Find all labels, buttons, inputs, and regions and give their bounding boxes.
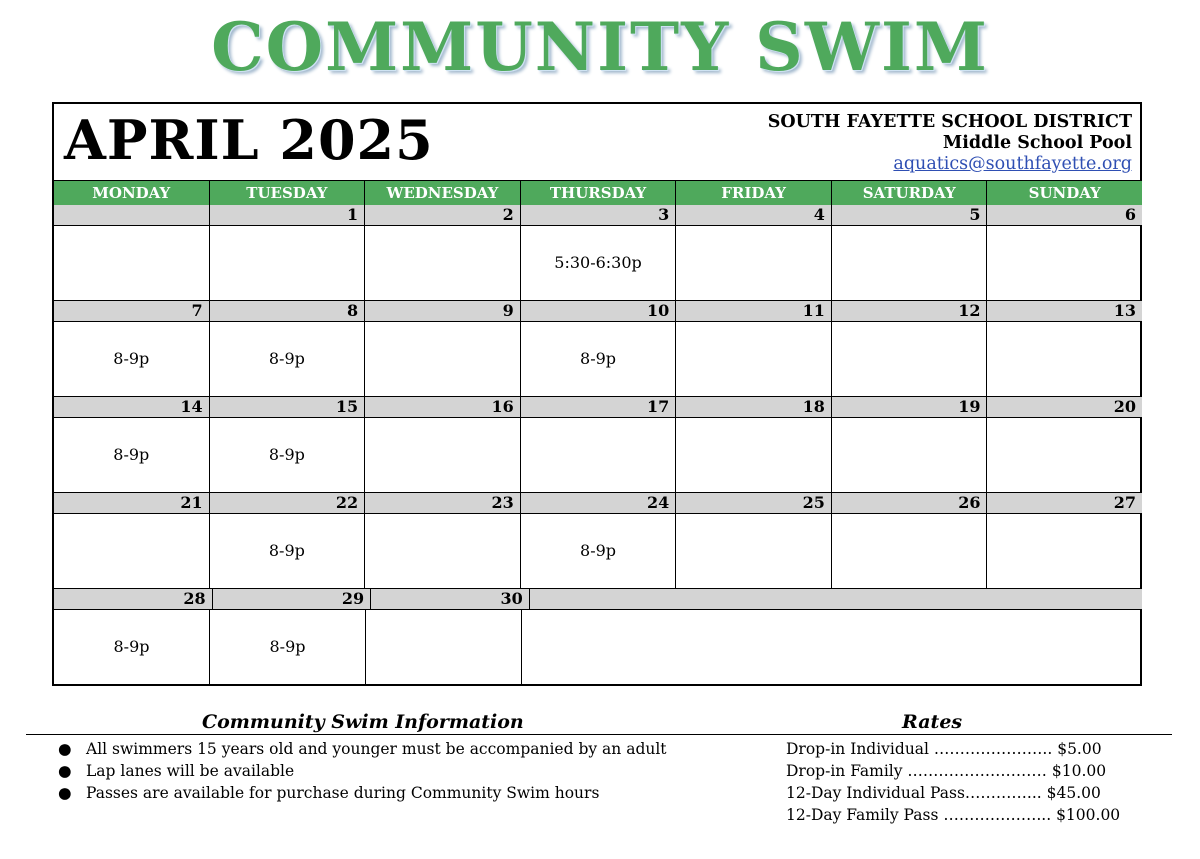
- time-cell: [365, 226, 521, 300]
- info-title: Community Swim Information: [202, 711, 524, 733]
- time-cell: [987, 322, 1142, 396]
- time-cell: [987, 514, 1142, 588]
- page-banner: COMMUNITY SWIM: [211, 8, 989, 86]
- time-row: [54, 610, 1142, 684]
- district-email-link[interactable]: aquatics@southfayette.org: [893, 154, 1132, 174]
- date-row: [54, 205, 1142, 226]
- time-cell: 8-9p: [210, 610, 366, 684]
- time-cell: [366, 610, 522, 684]
- rates-title: Rates: [902, 711, 963, 733]
- date-row: [54, 397, 1142, 418]
- day-header: FRIDAY: [676, 181, 832, 205]
- bullet-icon: ●: [58, 784, 72, 802]
- date-cell: 4: [676, 205, 832, 225]
- date-cell: 27: [1113, 493, 1137, 512]
- day-header: SATURDAY: [832, 181, 988, 205]
- day-header: MONDAY: [54, 181, 210, 205]
- time-cell: 8-9p: [210, 418, 366, 492]
- time-cell: 5:30-6:30p: [521, 226, 677, 300]
- date-cell: 28: [54, 589, 213, 609]
- date-cell: 25: [676, 493, 832, 513]
- date-cell: 5: [832, 205, 988, 225]
- date-cell: 13: [1113, 301, 1137, 320]
- rate-item: 12-Day Family Pass ………………... $100.00: [786, 806, 1121, 824]
- time-cell: [365, 418, 521, 492]
- date-cell: 19: [832, 397, 988, 417]
- date-cell: 23: [365, 493, 521, 513]
- empty-date-span: [530, 589, 1142, 609]
- time-cell: [676, 418, 832, 492]
- date-cell: [54, 205, 210, 225]
- calendar: [52, 102, 1142, 686]
- day-header: WEDNESDAY: [365, 181, 521, 205]
- date-row: [54, 589, 1142, 610]
- date-cell: 29: [213, 589, 372, 609]
- date-cell: 6: [1124, 205, 1137, 224]
- time-cell: [832, 226, 988, 300]
- rate-item: Drop-in Individual ………………….. $5.00: [786, 740, 1102, 758]
- bullet-icon: ●: [58, 762, 72, 780]
- info-list: [58, 738, 667, 804]
- time-cell: [832, 514, 988, 588]
- time-cell: [210, 226, 366, 300]
- date-cell: 8: [210, 301, 366, 321]
- info-item: ● Lap lanes will be available: [58, 762, 295, 780]
- date-cell: 1: [210, 205, 366, 225]
- date-cell: 20: [1113, 397, 1137, 416]
- date-row: [54, 301, 1142, 322]
- time-cell: [365, 322, 521, 396]
- time-cell: [365, 514, 521, 588]
- date-cell: 7: [54, 301, 210, 321]
- time-cell: 8-9p: [54, 322, 210, 396]
- district-location: Middle School Pool: [942, 133, 1132, 153]
- time-row: [54, 226, 1142, 301]
- time-cell: 8-9p: [521, 322, 677, 396]
- section-divider: [26, 734, 1172, 735]
- district-info: [768, 112, 1132, 175]
- date-cell: 30: [371, 589, 530, 609]
- date-cell: 12: [832, 301, 988, 321]
- date-cell: 9: [365, 301, 521, 321]
- time-cell: [676, 514, 832, 588]
- time-cell: [54, 514, 210, 588]
- date-cell: 14: [54, 397, 210, 417]
- date-cell: 3: [521, 205, 677, 225]
- date-cell: 11: [676, 301, 832, 321]
- time-cell: [987, 226, 1142, 300]
- time-cell: 8-9p: [54, 610, 210, 684]
- date-cell: 2: [365, 205, 521, 225]
- time-cell: [676, 322, 832, 396]
- time-cell: [987, 418, 1142, 492]
- empty-time-span: [522, 610, 1142, 684]
- day-header-row: [54, 180, 1142, 206]
- date-cell: 15: [210, 397, 366, 417]
- month-title: APRIL 2025: [64, 108, 434, 172]
- date-cell: 24: [521, 493, 677, 513]
- date-cell: 22: [210, 493, 366, 513]
- time-cell: [832, 418, 988, 492]
- time-cell: 8-9p: [210, 514, 366, 588]
- day-header: SUNDAY: [1028, 184, 1101, 202]
- time-cell: 8-9p: [210, 322, 366, 396]
- date-cell: 21: [54, 493, 210, 513]
- date-cell: 10: [521, 301, 677, 321]
- date-row: [54, 493, 1142, 514]
- time-cell: [676, 226, 832, 300]
- info-item: ● Passes are available for purchase during Community Swim hours: [58, 784, 600, 802]
- bullet-icon: ●: [58, 740, 72, 758]
- time-cell: 8-9p: [521, 514, 677, 588]
- time-cell: 8-9p: [54, 418, 210, 492]
- time-cell: [832, 322, 988, 396]
- date-cell: 18: [676, 397, 832, 417]
- district-name: SOUTH FAYETTE SCHOOL DISTRICT: [767, 112, 1132, 132]
- date-cell: 16: [365, 397, 521, 417]
- rates-list: [786, 738, 1120, 826]
- time-row: [54, 418, 1142, 493]
- day-header: THURSDAY: [521, 181, 677, 205]
- info-item: ● All swimmers 15 years old and younger must be accompanied by an adult: [58, 740, 667, 758]
- time-row: [54, 322, 1142, 397]
- rate-item: 12-Day Individual Pass…………... $45.00: [786, 784, 1101, 802]
- date-cell: 17: [521, 397, 677, 417]
- time-cell: [54, 226, 210, 300]
- date-cell: 26: [832, 493, 988, 513]
- time-row: [54, 514, 1142, 589]
- time-cell: [521, 418, 677, 492]
- rate-item: Drop-in Family ……………………… $10.00: [786, 762, 1107, 780]
- day-header: TUESDAY: [210, 181, 366, 205]
